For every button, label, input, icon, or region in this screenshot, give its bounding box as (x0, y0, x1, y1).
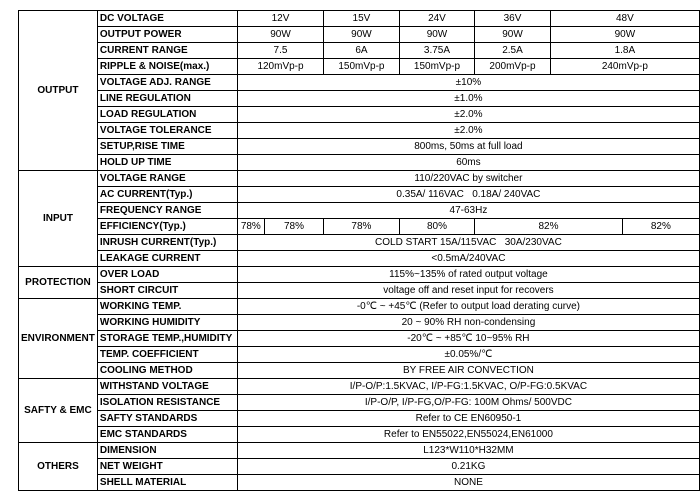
value-cell: I/P-O/P, I/P-FG,O/P-FG: 100M Ohms/ 500VDC (237, 395, 699, 411)
value-cell: COLD START 15A/115VAC 30A/230VAC (237, 235, 699, 251)
value-cell: 90W (550, 27, 699, 43)
row-dimension (19, 443, 700, 459)
label-inrush-current: INRUSH CURRENT(Typ.) (97, 235, 237, 251)
label-load-regulation: LOAD REGULATION (97, 107, 237, 123)
label-net-weight: NET WEIGHT (97, 459, 237, 475)
value-cell: 15V (324, 11, 400, 27)
value-cell: 200mVp-p (475, 59, 551, 75)
label-dimension: DIMENSION (97, 443, 237, 459)
value-cell: 20 ~ 90% RH non-condensing (237, 315, 699, 331)
row-voltage-adj-range (19, 75, 700, 91)
value-cell: 3.75A (399, 43, 475, 59)
row-storage-temp (19, 331, 700, 347)
value-cell: 120mVp-p (237, 59, 323, 75)
value-cell: Refer to EN55022,EN55024,EN61000 (237, 427, 699, 443)
value-cell: 7.5 (237, 43, 323, 59)
row-cooling-method (19, 363, 700, 379)
value-cell: 78% (237, 219, 264, 235)
label-dc-voltage: DC VOLTAGE (97, 11, 237, 27)
section-others: OTHERS (19, 443, 98, 491)
row-load-regulation (19, 107, 700, 123)
value-cell: 47-63Hz (237, 203, 699, 219)
label-efficiency: EFFICIENCY(Typ.) (97, 219, 237, 235)
value-cell: 0.21KG (237, 459, 699, 475)
label-frequency-range: FREQUENCY RANGE (97, 203, 237, 219)
value-cell: 6A (324, 43, 400, 59)
value-cell: 80% (399, 219, 475, 235)
value-cell: 12V (237, 11, 323, 27)
row-voltage-range (19, 171, 700, 187)
value-cell: ±2.0% (237, 107, 699, 123)
value-cell: 60ms (237, 155, 699, 171)
section-protection: PROTECTION (19, 267, 98, 299)
row-inrush-current (19, 235, 700, 251)
row-ac-current (19, 187, 700, 203)
row-working-temp (19, 299, 700, 315)
row-output-power (19, 27, 700, 43)
value-cell: ±2.0% (237, 123, 699, 139)
value-cell: 240mVp-p (550, 59, 699, 75)
value-cell: 82% (622, 219, 699, 235)
label-current-range: CURRENT RANGE (97, 43, 237, 59)
value-cell: L123*W110*H32MM (237, 443, 699, 459)
value-cell: Refer to CE EN60950-1 (237, 411, 699, 427)
value-cell: 800ms, 50ms at full load (237, 139, 699, 155)
value-cell: 78% (324, 219, 400, 235)
label-shell-material: SHELL MATERIAL (97, 475, 237, 491)
value-cell: ±0.05%/℃ (237, 347, 699, 363)
label-voltage-range: VOLTAGE RANGE (97, 171, 237, 187)
value-cell: 90W (324, 27, 400, 43)
label-safety-standards: SAFTY STANDARDS (97, 411, 237, 427)
value-cell: 48V (550, 11, 699, 27)
label-ripple-noise: RIPPLE & NOISE(max.) (97, 59, 237, 75)
value-cell: 1.8A (550, 43, 699, 59)
label-leakage-current: LEAKAGE CURRENT (97, 251, 237, 267)
value-cell: voltage off and reset input for recovers (237, 283, 699, 299)
row-ripple-noise (19, 59, 700, 75)
value-cell: -0℃ ~ +45℃ (Refer to output load derating curve) (237, 299, 699, 315)
value-cell: 0.35A/ 116VAC 0.18A/ 240VAC (237, 187, 699, 203)
value-cell: 82% (475, 219, 622, 235)
label-short-circuit: SHORT CIRCUIT (97, 283, 237, 299)
value-cell: 150mVp-p (324, 59, 400, 75)
row-shell-material (19, 475, 700, 491)
row-voltage-tolerance (19, 123, 700, 139)
row-isolation-resistance (19, 395, 700, 411)
value-cell: <0.5mA/240VAC (237, 251, 699, 267)
label-over-load: OVER LOAD (97, 267, 237, 283)
value-cell: BY FREE AIR CONVECTION (237, 363, 699, 379)
row-temp-coefficient (19, 347, 700, 363)
value-cell: NONE (237, 475, 699, 491)
row-net-weight (19, 459, 700, 475)
row-current-range (19, 43, 700, 59)
row-over-load (19, 267, 700, 283)
row-line-regulation (19, 91, 700, 107)
value-cell: 2.5A (475, 43, 551, 59)
row-efficiency (19, 219, 700, 235)
value-cell: 110/220VAC by switcher (237, 171, 699, 187)
value-cell: 36V (475, 11, 551, 27)
label-setup-rise-time: SETUP,RISE TIME (97, 139, 237, 155)
label-line-regulation: LINE REGULATION (97, 91, 237, 107)
label-storage-temp: STORAGE TEMP.,HUMIDITY (97, 331, 237, 347)
row-dc-voltage (19, 11, 700, 27)
section-output: OUTPUT (19, 11, 98, 171)
label-temp-coefficient: TEMP. COEFFICIENT (97, 347, 237, 363)
value-cell: 115%~135% of rated output voltage (237, 267, 699, 283)
row-safety-standards (19, 411, 700, 427)
label-output-power: OUTPUT POWER (97, 27, 237, 43)
label-ac-current: AC CURRENT(Typ.) (97, 187, 237, 203)
value-cell: ±1.0% (237, 91, 699, 107)
label-working-temp: WORKING TEMP. (97, 299, 237, 315)
row-frequency-range (19, 203, 700, 219)
value-cell: 78% (264, 219, 323, 235)
label-emc-standards: EMC STANDARDS (97, 427, 237, 443)
value-cell: 150mVp-p (399, 59, 475, 75)
row-working-humidity (19, 315, 700, 331)
row-hold-up-time (19, 155, 700, 171)
label-isolation-resistance: ISOLATION RESISTANCE (97, 395, 237, 411)
label-working-humidity: WORKING HUMIDITY (97, 315, 237, 331)
value-cell: 90W (399, 27, 475, 43)
section-input: INPUT (19, 171, 98, 267)
label-hold-up-time: HOLD UP TIME (97, 155, 237, 171)
value-cell: 24V (399, 11, 475, 27)
section-safety-emc: SAFTY & EMC (19, 379, 98, 443)
row-withstand-voltage (19, 379, 700, 395)
row-short-circuit (19, 283, 700, 299)
value-cell: ±10% (237, 75, 699, 91)
label-voltage-adj-range: VOLTAGE ADJ. RANGE (97, 75, 237, 91)
value-cell: 90W (475, 27, 551, 43)
value-cell: 90W (237, 27, 323, 43)
row-setup-rise-time (19, 139, 700, 155)
value-cell: I/P-O/P:1.5KVAC, I/P-FG:1.5KVAC, O/P-FG:0.5KVAC (237, 379, 699, 395)
label-withstand-voltage: WITHSTAND VOLTAGE (97, 379, 237, 395)
spec-table (18, 10, 700, 491)
row-emc-standards (19, 427, 700, 443)
value-cell: -20℃ ~ +85℃ 10~95% RH (237, 331, 699, 347)
row-leakage-current (19, 251, 700, 267)
label-voltage-tolerance: VOLTAGE TOLERANCE (97, 123, 237, 139)
label-cooling-method: COOLING METHOD (97, 363, 237, 379)
section-environment: ENVIRONMENT (19, 299, 98, 379)
